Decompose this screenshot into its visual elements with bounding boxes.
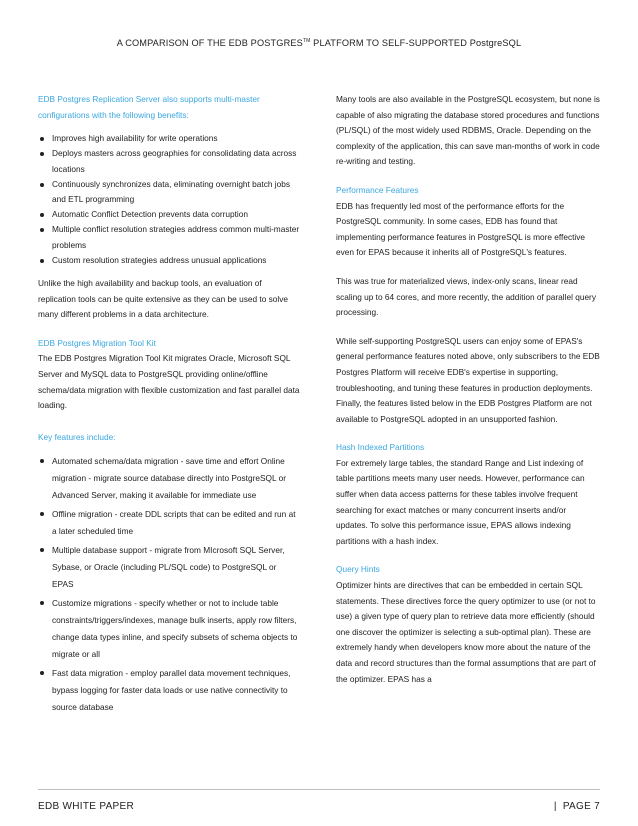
key-feature-item: Fast data migration - employ parallel data movement techniques, bypass logging for faster data loads or use native connectivity to source database [38,665,300,716]
key-feature-item: Automated schema/data migration - save time and effort Online migration - migrate source database directly into PostgreSQL or Advanced Server, making it available for immediate use [38,453,300,504]
header-title-suffix: PLATFORM TO SELF-SUPPORTED PostgreSQL [310,38,522,48]
benefit-item: Continuously synchronizes data, eliminating overnight batch jobs and ETL programming [38,177,300,207]
footer-separator: | [553,801,557,812]
query-hints-heading: Query Hints [336,564,380,575]
self-supporting-paragraph: While self-supporting PostgreSQL users can enjoy some of EPAS's general performance features noted above, only subscribers to the EDB Postgres Platform will receive EDB's expertise in supporting, troubleshooting, and tuning these features in production deployments. Finally, the features listed below in the EDB Postgres Platform are not available to PostgreSQL adopted in an unsupported fashion. [336,335,600,424]
footer-divider [38,789,600,790]
trademark-mark: TM [302,38,311,44]
replication-evaluation-paragraph: Unlike the high availability and backup tools, an evaluation of replication tools can be quite extensive as they can be used to solve many different problems in a data architecture. [38,278,288,320]
benefits-list [38,131,300,268]
key-feature-item: Multiple database support - migrate from MIcrosoft SQL Server, Sybase, or Oracle (including PL/SQL code) to PostgreSQL or EPAS [38,542,300,593]
hash-partitions-paragraph: For extremely large tables, the standard Range and List indexing of table partitions meets many user needs. However, performance can suffer when data access patterns for these tables involve frequent searching for exact matches or many concurrent inserts and/or updates. To solve this performance issue, EPAS allows indexing partitions with a hash index. [336,457,585,546]
migration-toolkit-heading: EDB Postgres Migration Tool Kit [38,337,156,348]
page-header [0,38,638,48]
benefit-item: Automatic Conflict Detection prevents data corruption [38,207,300,222]
migration-toolkit-paragraph: The EDB Postgres Migration Tool Kit migrates Oracle, Microsoft SQL Server and MySQL data to PostgreSQL providing online/offline schema/data migration with flexible customization and fast parallel data loading. [38,353,300,411]
key-features-heading: Key features include: [38,431,116,442]
header-title-prefix: A COMPARISON OF THE EDB POSTGRES [116,38,303,48]
replication-intro: EDB Postgres Replication Server also supports multi-master configurations with the following benefits: [38,94,260,120]
materialized-views-paragraph: This was true for materialized views, index-only scans, linear read scaling up to 64 cores, and more recently, the addition of parallel query processing. [336,275,596,318]
key-feature-item: Offline migration - create DDL scripts that can be edited and run at a later scheduled time [38,506,300,540]
tools-ecosystem-paragraph: Many tools are also available in the PostgreSQL ecosystem, but none is capable of also migrating the database stored procedures and functions (PL/SQL) of the most widely used RDBMS, Oracle. Depending on the complexity of the application, this can save man-months of work in code re-writing and testing. [336,94,600,167]
left-column [38,92,300,716]
key-feature-item: Customize migrations - specify whether or not to include table constraints/triggers/indexes, manage bulk inserts, apply row filters, change data types inline, and specify subsets of schema objects to migrate or all [38,595,300,663]
query-hints-paragraph: Optimizer hints are directives that can be embedded in certain SQL statements. These directives force the query optimizer to use (or not to use) a given type of query plan to retrieve data more efficiently (should one discover the optimizer is selecting a sub-optimal plan). These are extremely handy when developers know more about the nature of the data and record structures than the formal assumptions that are part of the optimizer. EPAS has a [336,580,596,684]
footer-page-number [554,801,600,812]
performance-features-heading: Performance Features [336,184,419,195]
performance-features-paragraph: EDB has frequently led most of the performance efforts for the PostgreSQL community. In some cases, EDB has found that implementing performance features in PostgreSQL is more effective even for EPAS because it inherits all of PostgreSQL's features. [336,200,586,258]
hash-partitions-heading: Hash Indexed Partitions [336,442,425,453]
page-number-label: PAGE 7 [562,801,600,812]
benefit-item: Multiple conflict resolution strategies address common multi-master problems [38,222,300,252]
benefit-item: Deploys masters across geographies for consolidating data across locations [38,146,300,176]
key-features-list [38,453,300,716]
benefit-item: Custom resolution strategies address unusual applications [38,253,300,268]
right-column [336,92,600,687]
benefit-item: Improves high availability for write operations [38,131,300,146]
footer-document-type: EDB WHITE PAPER [38,801,134,812]
